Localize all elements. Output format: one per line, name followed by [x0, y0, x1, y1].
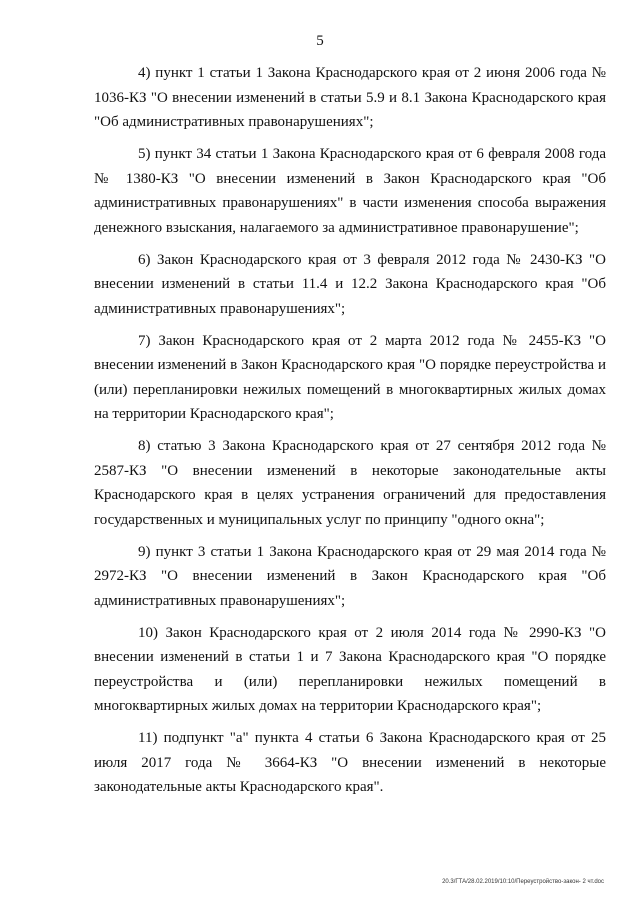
list-item-5: 5) пункт 34 статьи 1 Закона Краснодарского края от 6 февраля 2008 года № 1380-КЗ "О внесении изменений в Закон Краснодарского края "Об административных правонарушениях" в части изменения способа выражения денежного взыскания, налагаемого за административное правонарушение"; — [94, 146, 606, 236]
list-item-7: 7) Закон Краснодарского края от 2 марта 2012 года № 2455-КЗ "О внесении изменений в Закон Краснодарского края "О порядке переустройства и (или) перепланировки нежилых помещений в многоквартирных жилых домах на территории Краснодарского края"; — [94, 332, 606, 422]
list-item-8: 8) статью 3 Закона Краснодарского края от 27 сентября 2012 года № 2587-КЗ "О внесении изменений в некоторые законодательные акты Краснодарского края в целях устранения ограничений для предоставления государственных и муниципальных услуг по принципу "одного окна"; — [94, 438, 606, 528]
document-footer: 20.3/ГТА/28.02.2019/10:10/Переустройство-закон- 2 чт.doc — [442, 879, 604, 885]
document-body — [94, 61, 606, 807]
page-number: 5 — [316, 33, 324, 49]
list-item-6: 6) Закон Краснодарского края от 3 февраля 2012 года № 2430-КЗ "О внесении изменений в статьи 11.4 и 12.2 Закона Краснодарского края "Об административных правонарушениях"; — [94, 251, 606, 317]
list-item-4: 4) пункт 1 статьи 1 Закона Краснодарского края от 2 июня 2006 года № 1036-КЗ "О внесении изменений в статьи 5.9 и 8.1 Закона Краснодарского края "Об административных правонарушениях"; — [94, 65, 606, 130]
list-item-10: 10) Закон Краснодарского края от 2 июля 2014 года № 2990-КЗ "О внесении изменений в статьи 1 и 7 Закона Краснодарского края "О порядке переустройства и (или) перепланировки нежилых помещений в многоквартирных жилых домах на территории Краснодарского края"; — [94, 624, 606, 714]
list-item-9: 9) пункт 3 статьи 1 Закона Краснодарского края от 29 мая 2014 года № 2972-КЗ "О внесении изменений в Закон Краснодарского края "Об административных правонарушениях"; — [94, 543, 606, 609]
list-item-11: 11) подпункт "а" пункта 4 статьи 6 Закона Краснодарского края от 25 июля 2017 года № 3664-КЗ "О внесении изменений в некоторые законодательные акты Краснодарского края". — [94, 730, 606, 795]
